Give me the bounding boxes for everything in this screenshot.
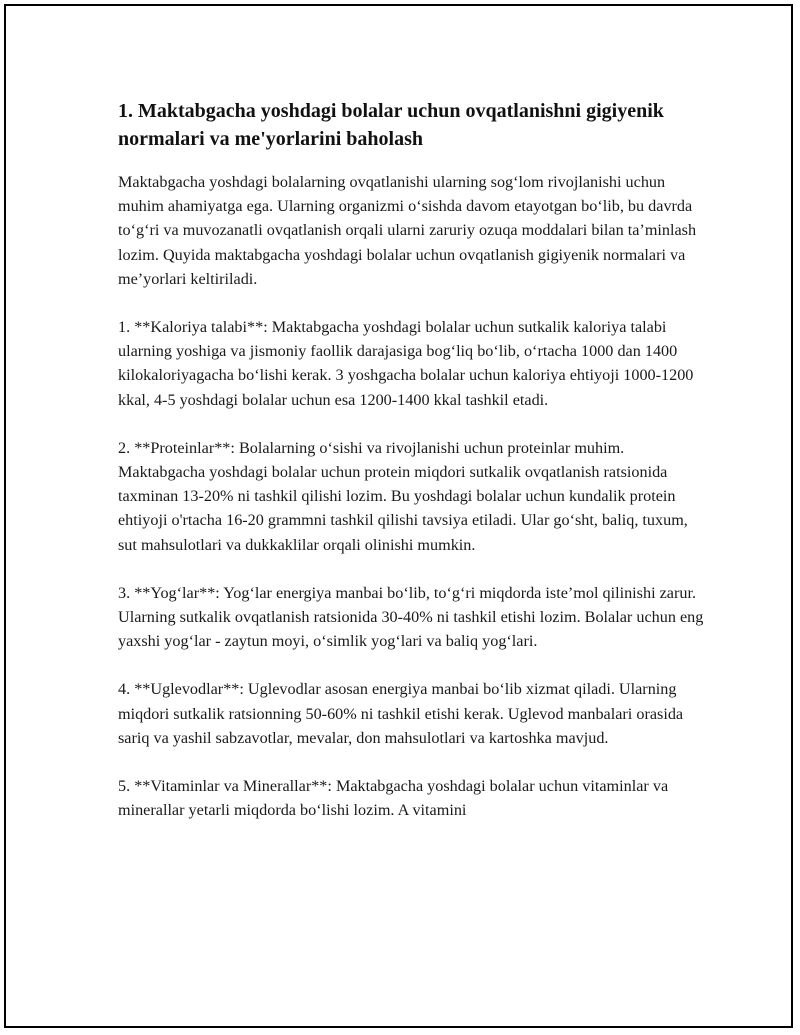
protein-paragraph: 2. **Proteinlar**: Bolalarning o‘sishi va rivojlanishi uchun proteinlar muhim. Maktabgacha yoshdagi bolalar uchun protein miqdori sutkalik ovqatlanish ratsionida taxminan 13-20% ni tashkil qilishi lozim. Bu yoshdagi bolalar uchun kundalik protein ehtiyoji o'rtacha 16-20 grammni tashkil qilishi tavsiya etiladi. Ular go‘sht, baliq, tuxum, sut mahsulotlari va dukkaklilar orqali olinishi mumkin. — [118, 438, 688, 554]
vitamins-paragraph: 5. **Vitaminlar va Minerallar**: Maktabgacha yoshdagi bolalar uchun vitaminlar va minerallar yetarli miqdorda bo‘lishi lozim. A vitamini — [118, 777, 669, 820]
intro-paragraph: Maktabgacha yoshdagi bolalarning ovqatlanishi ularning sog‘lom rivojlanishi uchun muhim ahamiyatga ega. Ularning organizmi o‘sishda davom etayotgan bo‘lib, bu davrda to‘g‘ri va muvozanatli ovqatlanish orqali ularni zaruriy ozuqa moddalari bilan ta’minlash lozim. Quyida maktabgacha yoshdagi bolalar uchun ovqatlanish gigiyenik normalari va me’yorlari keltiriladi. — [118, 173, 697, 288]
document-body — [118, 97, 708, 846]
document-page — [4, 4, 793, 1028]
fats-paragraph: 3. **Yog‘lar**: Yog‘lar energiya manbai bo‘lib, to‘g‘ri miqdorda iste’mol qilinishi zarur. Ularning sutkalik ovqatlanish ratsionida 30-40% ni tashkil etishi lozim. Bolalar uchun eng yaxshi yog‘lar - zaytun moyi, o‘simlik yog‘lari va baliq yog‘lari. — [118, 583, 704, 651]
calorie-paragraph: 1. **Kaloriya talabi**: Maktabgacha yoshdagi bolalar uchun sutkalik kaloriya talabi ularning yoshiga va jismoniy faollik darajasiga bog‘liq bo‘lib, o‘rtacha 1000 dan 1400 kilokaloriyagacha bo‘lishi kerak. 3 yoshgacha bolalar uchun kaloriya ehtiyoji 1000-1200 kkal, 4-5 yoshdagi bolalar uchun esa 1200-1400 kkal tashkil etadi. — [118, 318, 694, 409]
carbohydrates-paragraph: 4. **Uglevodlar**: Uglevodlar asosan energiya manbai bo‘lib xizmat qiladi. Ularning miqdori sutkalik ratsionning 50-60% ni tashkil etishi kerak. Uglevod manbalari orasida sariq va yashil sabzavotlar, mevalar, don mahsulotlari va kartoshka mavjud. — [118, 680, 684, 747]
section-heading: 1. Maktabgacha yoshdagi bolalar uchun ovqatlanishni gigiyenik normalari va me'yorlarini baholash — [118, 100, 664, 150]
